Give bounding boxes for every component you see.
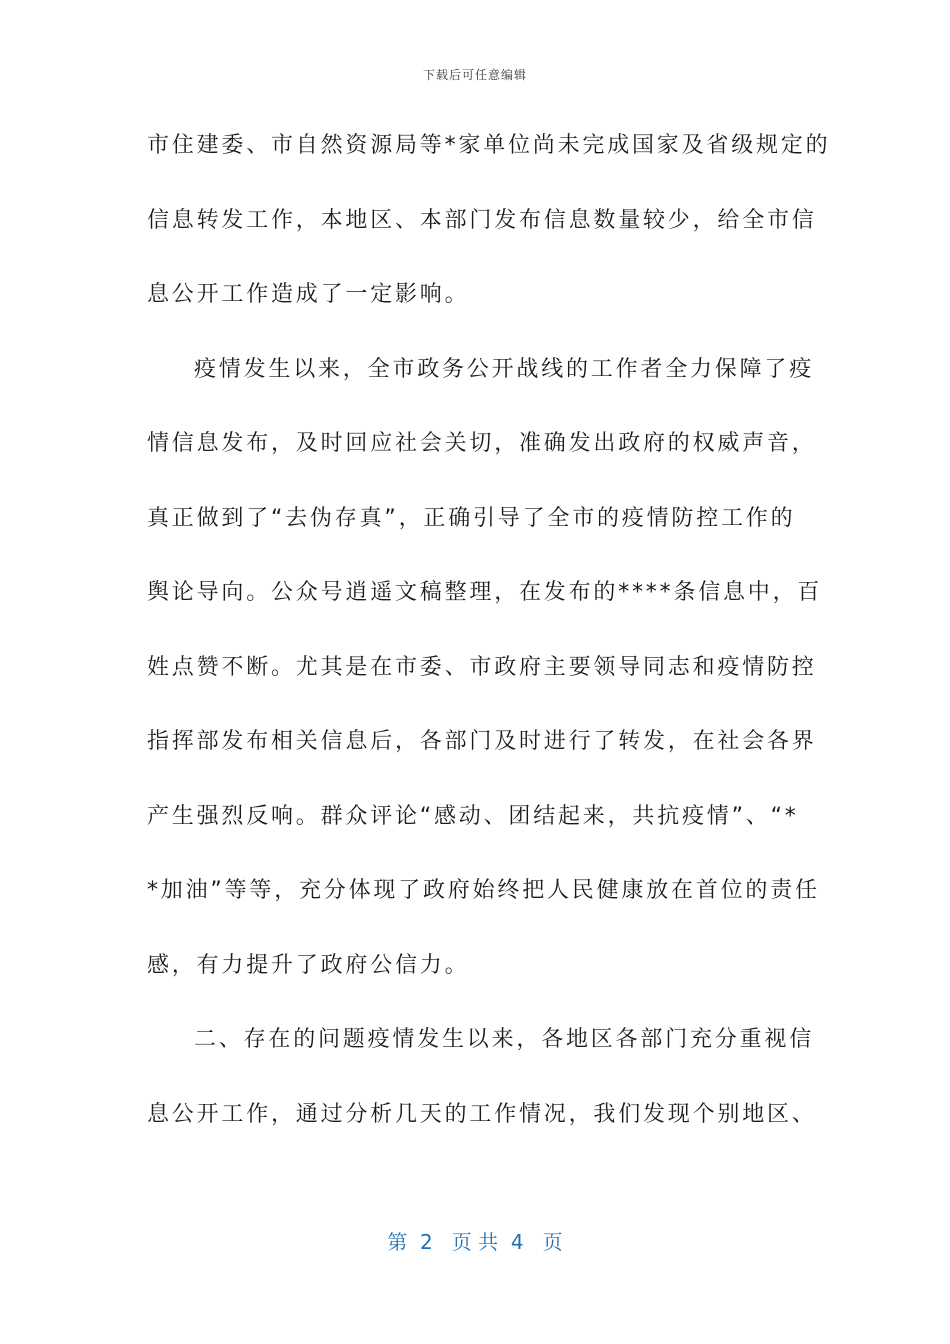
paragraph-2-line-6: 指挥部发布相关信息后，各部门及时进行了转发，在社会各界 bbox=[147, 729, 817, 754]
page-number-footer: 第 2 页 共 4 页 bbox=[387, 1230, 563, 1254]
paragraph-2-line-1: 疫情发生以来，全市政务公开战线的工作者全力保障了疫 bbox=[194, 356, 815, 382]
paragraph-2-line-4: 舆论导向。公众号逍遥文稿整理，在发布的****条信息中，百 bbox=[147, 580, 823, 605]
document-body bbox=[147, 120, 831, 1163]
paragraph-3-line-1: 二、存在的问题疫情发生以来，各地区各部门充分重视信 bbox=[194, 1027, 815, 1052]
page-header-note: 下载后可任意编辑 bbox=[422, 68, 527, 82]
paragraph-2-line-8: *加油”等等，充分体现了政府始终把人民健康放在首位的责任 bbox=[147, 878, 820, 903]
paragraph-2-line-2: 情信息发布，及时回应社会关切，准确发出政府的权威声音， bbox=[147, 431, 817, 456]
paragraph-2-line-7: 产生强烈反响。群众评论“感动、团结起来，共抗疫情”、“* bbox=[147, 803, 799, 829]
paragraph-1-line-1: 市住建委、市自然资源局等*家单位尚未完成国家及省级规定的 bbox=[147, 133, 831, 158]
paragraph-1-line-3: 息公开工作造成了一定影响。 bbox=[147, 282, 470, 307]
paragraph-2-line-9: 感，有力提升了政府公信力。 bbox=[147, 952, 470, 978]
paragraph-1-line-2: 信息转发工作，本地区、本部门发布信息数量较少，给全市信 bbox=[147, 207, 817, 233]
paragraph-2-line-5: 姓点赞不断。尤其是在市委、市政府主要领导同志和疫情防控 bbox=[147, 654, 817, 680]
paragraph-3-line-2: 息公开工作，通过分析几天的工作情况，我们发现个别地区、 bbox=[147, 1101, 817, 1127]
paragraph-2-line-3: 真正做到了“去伪存真”，正确引导了全市的疫情防控工作的 bbox=[147, 505, 796, 531]
